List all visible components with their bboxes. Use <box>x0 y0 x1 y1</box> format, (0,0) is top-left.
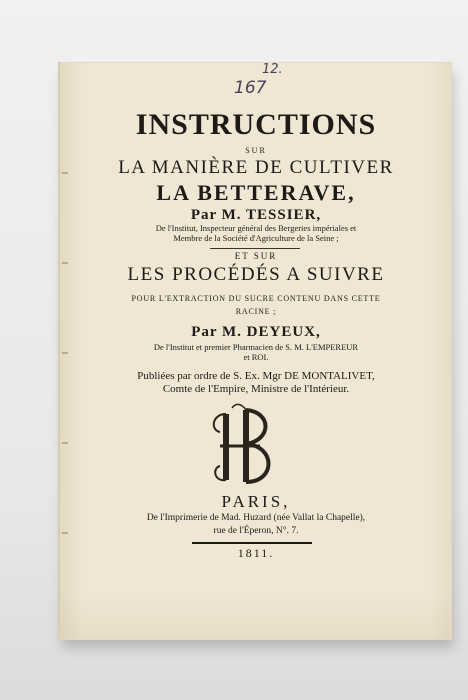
sur-label: SUR <box>245 146 267 155</box>
publication-line-1: Publiées par ordre de S. Ex. Mgr DE MONTALIVET, <box>137 370 375 382</box>
subject-line-4: POUR L'EXTRACTION DU SUCRE CONTENU DANS CETTE <box>131 294 381 303</box>
divider <box>210 248 300 249</box>
author-1-description-2: Membre de la Société d'Agriculture de la Seine ; <box>173 233 339 243</box>
city: PARIS, <box>221 492 291 511</box>
handwritten-catalog-number: 167 <box>234 78 267 98</box>
title: INSTRUCTIONS <box>135 108 377 141</box>
booklet-cover <box>58 62 452 640</box>
author-1-name: Par M. TESSIER, <box>190 207 322 223</box>
subject-line-5: RACINE ; <box>235 307 277 316</box>
subject-line-1: LA MANIÈRE DE CULTIVER <box>118 157 394 178</box>
publication-line-2: Comte de l'Empire, Ministre de l'Intérieur. <box>162 383 350 395</box>
handwritten-note: 12. <box>262 62 283 77</box>
publication-year: 1811. <box>237 546 275 560</box>
author-2-description-2: et ROI. <box>243 352 269 362</box>
subject-line-2: LA BETTERAVE, <box>156 180 356 205</box>
printer-line-2: rue de l'Éperon, N°. 7. <box>213 526 299 536</box>
subject-line-3: LES PROCÉDÉS A SUIVRE <box>127 264 385 285</box>
author-2-description-1: De l'Institut et premier Pharmacien de S. M. L'EMPEREUR <box>153 342 359 352</box>
et-sur-label: ET SUR <box>234 251 278 261</box>
title-page <box>60 62 452 640</box>
author-2-name: Par M. DEYEUX, <box>191 324 321 340</box>
bottom-rule <box>192 542 312 544</box>
author-1-description-1: De l'Institut, Inspecteur général des Bergeries impériales et <box>155 223 357 233</box>
hb-monogram <box>206 402 278 486</box>
printer-line-1: De l'Imprimerie de Mad. Huzard (née Vallat la Chapelle), <box>146 513 366 523</box>
